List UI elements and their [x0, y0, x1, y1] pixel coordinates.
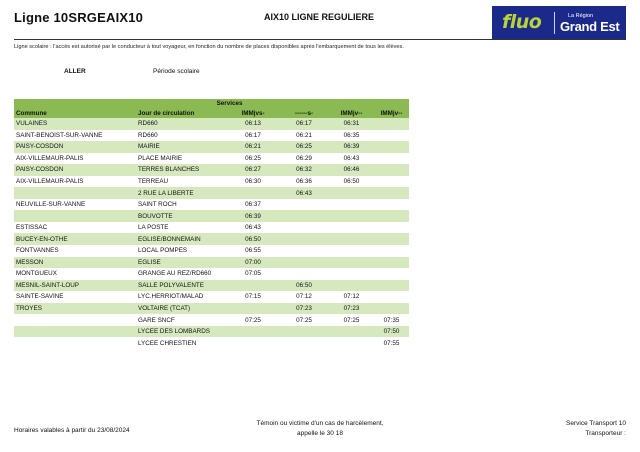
time-cell — [279, 245, 329, 257]
timetable-row — [14, 199, 409, 211]
time-cell: 06:30 — [245, 178, 261, 185]
col-header-stop: Jour de circulation — [136, 108, 227, 118]
time-cell — [374, 291, 409, 303]
timetable-row — [14, 222, 409, 234]
timetable-row — [14, 245, 409, 257]
time-cell — [374, 141, 409, 153]
commune-cell: ESTISSAC — [16, 224, 48, 232]
time-cell — [279, 337, 329, 349]
commune-cell: PAISY-COSDON — [14, 164, 136, 176]
timetable-row — [14, 314, 409, 326]
access-notice: Ligne scolaire : l'accès est autorisé par le conducteur à tout voyageur, en fonction du nombre de places disponibles après l'embarquement de tous les élèves. — [14, 44, 404, 50]
timetable-row — [14, 141, 409, 153]
time-cell: 06:35 — [343, 131, 360, 139]
stop-cell: EGLISE/BONNEMAIN — [136, 233, 227, 245]
commune-cell: MESNIL-SAINT-LOUP — [14, 280, 136, 292]
stop-cell: EGLISE — [136, 257, 227, 269]
time-cell: 06:46 — [329, 164, 374, 176]
time-cell: 06:39 — [329, 141, 374, 153]
commune-cell — [14, 187, 136, 199]
timetable-row — [14, 176, 409, 188]
page-subtitle: AIX10 LIGNE REGULIERE — [264, 12, 375, 22]
time-cell — [374, 303, 409, 315]
commune-cell: SAINT-BENOIST-SUR-VANNE — [16, 131, 103, 139]
time-cell: 07:23 — [279, 303, 329, 315]
timetable-row — [14, 268, 409, 280]
time-cell: 06:55 — [245, 247, 261, 255]
time-cell — [329, 280, 374, 292]
time-cell — [329, 337, 374, 349]
time-cell: 06:21 — [227, 141, 279, 153]
timetable-row — [14, 164, 409, 176]
timetable-row — [14, 153, 409, 165]
services-label: Services — [136, 99, 409, 108]
time-cell — [279, 222, 329, 234]
time-cell — [329, 199, 374, 211]
timetable-row — [14, 210, 409, 222]
timetable-row — [14, 337, 409, 349]
column-header-row — [14, 108, 409, 118]
time-cell: 06:43 — [245, 224, 261, 232]
time-cell: 06:25 — [245, 154, 261, 162]
time-cell: 06:37 — [245, 201, 261, 209]
time-cell: 06:50 — [279, 280, 329, 292]
time-cell — [374, 118, 409, 130]
stop-cell: SALLE POLYVALENTE — [136, 280, 227, 292]
time-cell — [279, 210, 329, 222]
fluo-grand-est-logo — [492, 6, 626, 39]
time-cell — [374, 210, 409, 222]
timetable-row — [14, 291, 409, 303]
timetable-row — [14, 280, 409, 292]
time-cell — [279, 257, 329, 269]
time-cell — [329, 257, 374, 269]
time-cell — [227, 337, 279, 349]
logo-divider — [554, 12, 555, 34]
col-header-service-1: lMMjvs- — [227, 108, 279, 118]
stop-cell: 2 RUE LA LIBERTE — [136, 187, 227, 199]
services-header-row — [14, 99, 409, 108]
col-header-service-3: lMMjv-- — [329, 108, 374, 118]
stop-cell: GRANGE AU REZ/RD660 — [138, 270, 212, 278]
stop-cell: LOCAL POMPES — [138, 247, 188, 255]
commune-cell: TROYES — [14, 303, 136, 315]
time-cell: 06:17 — [245, 131, 261, 139]
harassment-line-2: appelle le 30 18 — [297, 429, 343, 437]
time-cell — [329, 187, 374, 199]
col-header-service-2: ------s- — [279, 108, 329, 118]
timetable-row — [14, 130, 409, 142]
timetable-row — [14, 233, 409, 245]
stop-cell: TERREAU — [138, 178, 169, 185]
commune-cell — [14, 326, 136, 338]
commune-cell: AIX-VILLEMAUR-PALIS — [16, 154, 84, 162]
harassment-note — [240, 419, 400, 438]
stop-cell: LYCEE DES LOMBARDS — [136, 326, 227, 338]
time-cell: 07:35 — [383, 316, 400, 324]
time-cell: 06:36 — [296, 178, 312, 185]
commune-cell: FONTVANNES — [16, 247, 59, 255]
col-header-commune: Commune — [14, 108, 136, 118]
stop-cell: BOUVOTTE — [136, 210, 227, 222]
commune-cell — [14, 337, 136, 349]
time-cell: 06:29 — [296, 154, 312, 162]
timetable-row — [14, 118, 409, 130]
time-cell: 06:32 — [279, 164, 329, 176]
commune-cell: BUCEY-EN-OTHE — [14, 233, 136, 245]
time-cell: 07:25 — [343, 316, 360, 324]
stop-cell: RD660 — [138, 131, 158, 139]
time-cell — [329, 222, 374, 234]
page-title: Ligne 10SRGEAIX10 — [14, 10, 144, 25]
commune-cell: NEUVILLE-SUR-VANNE — [16, 201, 86, 209]
time-cell — [329, 268, 374, 280]
time-cell: 07:12 — [343, 293, 360, 301]
time-cell — [329, 326, 374, 338]
direction-label: ALLER — [64, 68, 86, 75]
time-cell: 07:15 — [245, 293, 261, 301]
time-cell: 06:43 — [279, 187, 329, 199]
time-cell — [374, 280, 409, 292]
service-name: Service Transport 10 — [566, 420, 626, 427]
time-cell: 06:50 — [227, 233, 279, 245]
logo-brand: fluo — [502, 11, 542, 33]
stop-cell: LYCEE CHRESTIEN — [138, 339, 197, 347]
time-cell: 07:55 — [383, 339, 400, 347]
timetable-row — [14, 187, 409, 199]
time-cell: 06:17 — [279, 118, 329, 130]
period-label: Période scolaire — [153, 68, 200, 75]
time-cell — [329, 233, 374, 245]
stop-cell: GARE SNCF — [138, 316, 175, 324]
stop-cell: VOLTAIRE (TCAT) — [136, 303, 227, 315]
time-cell: 07:25 — [296, 316, 312, 324]
time-cell: 06:27 — [227, 164, 279, 176]
time-cell — [374, 187, 409, 199]
time-cell — [329, 210, 374, 222]
time-cell — [329, 245, 374, 257]
commune-cell: PAISY-COSDON — [14, 141, 136, 153]
stop-cell: RD660 — [136, 118, 227, 130]
time-cell — [279, 199, 329, 211]
timetable-row — [14, 303, 409, 315]
time-cell: 06:43 — [343, 154, 360, 162]
time-cell: 07:23 — [329, 303, 374, 315]
validity-note: Horaires valables à partir du 23/08/2024 — [14, 427, 130, 434]
stop-cell: LA POSTE — [138, 224, 169, 232]
time-cell: 07:50 — [374, 326, 409, 338]
commune-cell — [14, 210, 136, 222]
commune-cell: AIX-VILLEMAUR-PALIS — [16, 178, 84, 185]
time-cell — [374, 257, 409, 269]
time-cell — [374, 153, 409, 165]
harassment-line-1: Témoin ou victime d'un cas de harcèlement, — [256, 420, 384, 427]
logo-region: Grand Est — [560, 19, 620, 34]
header-cell-empty — [14, 99, 136, 108]
time-cell: 07:05 — [245, 270, 261, 278]
time-cell — [374, 199, 409, 211]
time-cell: 06:31 — [329, 118, 374, 130]
commune-cell: MONTGUEUX — [16, 270, 57, 278]
transporter-label: Transporteur : — [585, 429, 626, 437]
time-cell — [227, 280, 279, 292]
time-cell — [374, 222, 409, 234]
time-cell — [279, 233, 329, 245]
timetable — [14, 99, 409, 349]
time-cell: 06:25 — [279, 141, 329, 153]
time-cell — [374, 245, 409, 257]
time-cell — [279, 326, 329, 338]
time-cell: 07:00 — [227, 257, 279, 269]
time-cell — [374, 130, 409, 142]
time-cell — [227, 303, 279, 315]
commune-cell: SAINTE-SAVINE — [16, 293, 64, 301]
time-cell: 06:13 — [227, 118, 279, 130]
time-cell — [279, 268, 329, 280]
time-cell — [374, 233, 409, 245]
commune-cell: VULAINES — [14, 118, 136, 130]
timetable-row — [14, 257, 409, 269]
time-cell — [374, 176, 409, 188]
commune-cell: MESSON — [14, 257, 136, 269]
stop-cell: TERRES BLANCHES — [136, 164, 227, 176]
time-cell — [374, 164, 409, 176]
time-cell: 06:50 — [343, 178, 360, 185]
stop-cell: MAIRIE — [136, 141, 227, 153]
col-header-service-4: lMMjv-- — [374, 108, 409, 118]
stop-cell: PLACE MAIRIE — [138, 154, 183, 162]
timetable-row — [14, 326, 409, 338]
time-cell: 06:21 — [296, 131, 312, 139]
logo-region-small: La Région — [568, 13, 594, 19]
stop-cell: LYC.HERRIOT/MALAD — [138, 293, 204, 301]
commune-cell — [14, 314, 136, 326]
time-cell: 07:25 — [245, 316, 261, 324]
service-info — [520, 419, 626, 438]
time-cell: 06:39 — [227, 210, 279, 222]
time-cell — [227, 326, 279, 338]
stop-cell: SAINT ROCH — [138, 201, 177, 209]
time-cell — [374, 268, 409, 280]
header-divider — [14, 39, 626, 40]
time-cell — [227, 187, 279, 199]
time-cell: 07:12 — [296, 293, 312, 301]
